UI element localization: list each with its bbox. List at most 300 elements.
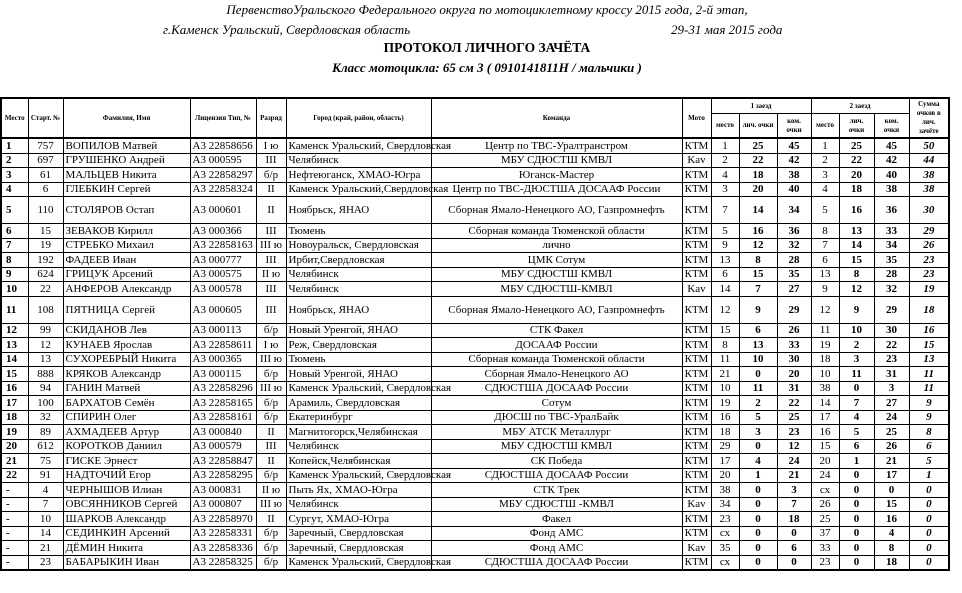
race2-team-points-cell: 38 <box>874 182 909 197</box>
motorcycle-cell: КТМ <box>682 138 711 153</box>
table-row <box>1 512 949 527</box>
motorcycle-cell: КТМ <box>682 168 711 183</box>
total-points-cell: 15 <box>909 338 949 353</box>
race2-place-cell: 17 <box>811 410 839 425</box>
start-number-cell: 192 <box>28 253 63 268</box>
license-cell: А3 22858324 <box>190 182 256 197</box>
motorcycle-cell: КТМ <box>682 352 711 367</box>
city-cell: Челябинск <box>286 267 431 282</box>
race1-team-points-cell: 34 <box>777 197 811 224</box>
race1-personal-points-cell: 22 <box>739 153 777 168</box>
start-number-cell: 61 <box>28 168 63 183</box>
col-license: Лицензия Тип, № <box>190 98 256 138</box>
total-points-cell: 26 <box>909 238 949 253</box>
table-row <box>1 197 949 224</box>
race1-place-cell: 23 <box>711 512 739 527</box>
start-number-cell: 108 <box>28 296 63 323</box>
table-row <box>1 338 949 353</box>
race1-personal-points-cell: 7 <box>739 282 777 297</box>
race1-personal-points-cell: 6 <box>739 323 777 338</box>
table-row <box>1 410 949 425</box>
race1-place-cell: 29 <box>711 439 739 454</box>
race1-team-points-cell: 7 <box>777 497 811 512</box>
motorcycle-cell: КТМ <box>682 338 711 353</box>
start-number-cell: 94 <box>28 381 63 396</box>
city-cell: Тюмень <box>286 352 431 367</box>
start-number-cell: 612 <box>28 439 63 454</box>
race2-place-cell: 12 <box>811 296 839 323</box>
place-cell: 22 <box>1 468 28 483</box>
race1-personal-points-cell: 13 <box>739 338 777 353</box>
race2-team-points-cell: 31 <box>874 367 909 382</box>
team-cell: СДЮСТША ДОСААФ России <box>431 555 682 570</box>
race2-place-cell: 10 <box>811 367 839 382</box>
license-cell: А3 22858297 <box>190 168 256 183</box>
start-number-cell: 12 <box>28 338 63 353</box>
race2-personal-points-cell: 0 <box>839 468 874 483</box>
race1-team-points-cell: 35 <box>777 267 811 282</box>
race1-team-points-cell: 27 <box>777 282 811 297</box>
race1-personal-points-cell: 0 <box>739 483 777 498</box>
race1-team-points-cell: 0 <box>777 555 811 570</box>
city-cell: Каменск Уральский, Свердловская <box>286 468 431 483</box>
race1-team-points-cell: 23 <box>777 425 811 440</box>
race1-place-cell: 10 <box>711 381 739 396</box>
col-name: Фамилия, Имя <box>63 98 190 138</box>
rider-name-cell: ГЛЕБКИН Сергей <box>63 182 190 197</box>
rank-cell: б/р <box>256 396 286 411</box>
license-cell: А3 22858165 <box>190 396 256 411</box>
race1-place-cell: 9 <box>711 238 739 253</box>
race1-team-points-cell: 38 <box>777 168 811 183</box>
rank-cell: II ю <box>256 483 286 498</box>
race1-team-points-cell: 0 <box>777 526 811 541</box>
table-row <box>1 526 949 541</box>
race1-personal-points-cell: 14 <box>739 197 777 224</box>
table-row <box>1 468 949 483</box>
start-number-cell: 23 <box>28 555 63 570</box>
race1-place-cell: 1 <box>711 138 739 153</box>
place-cell: 1 <box>1 138 28 153</box>
race1-team-points-cell: 28 <box>777 253 811 268</box>
col-race2-place: место <box>811 114 839 139</box>
team-cell: МБУ СДЮСТШ -КМВЛ <box>431 497 682 512</box>
place-cell: - <box>1 483 28 498</box>
race1-personal-points-cell: 15 <box>739 267 777 282</box>
license-cell: А3 000840 <box>190 425 256 440</box>
race2-place-cell: 13 <box>811 267 839 282</box>
race2-team-points-cell: 17 <box>874 468 909 483</box>
race1-place-cell: 18 <box>711 425 739 440</box>
race1-personal-points-cell: 5 <box>739 410 777 425</box>
team-cell: СДЮСТША ДОСААФ России <box>431 381 682 396</box>
team-cell: Юганск-Мастер <box>431 168 682 183</box>
race2-place-cell: 1 <box>811 138 839 153</box>
race1-place-cell: 38 <box>711 483 739 498</box>
rank-cell: б/р <box>256 468 286 483</box>
race2-place-cell: 18 <box>811 352 839 367</box>
place-cell: 20 <box>1 439 28 454</box>
rank-cell: б/р <box>256 526 286 541</box>
race1-team-points-cell: 25 <box>777 410 811 425</box>
rank-cell: III <box>256 282 286 297</box>
city-cell: Магнитогорск,Челябинская <box>286 425 431 440</box>
rider-name-cell: АНФЕРОВ Александр <box>63 282 190 297</box>
rank-cell: III <box>256 253 286 268</box>
rider-name-cell: ПЯТНИЦА Сергей <box>63 296 190 323</box>
start-number-cell: 4 <box>28 483 63 498</box>
city-cell: Заречный, Свердловская <box>286 526 431 541</box>
race1-personal-points-cell: 0 <box>739 439 777 454</box>
race2-personal-points-cell: 0 <box>839 512 874 527</box>
table-row <box>1 238 949 253</box>
place-cell: 13 <box>1 338 28 353</box>
race1-place-cell: 12 <box>711 296 739 323</box>
rank-cell: б/р <box>256 168 286 183</box>
race2-personal-points-cell: 4 <box>839 410 874 425</box>
city-cell: Ирбит,Свердловская <box>286 253 431 268</box>
city-cell: Каменск Уральский, Свердловская <box>286 555 431 570</box>
rider-name-cell: КОРОТКОВ Даниил <box>63 439 190 454</box>
race2-place-cell: 2 <box>811 153 839 168</box>
rank-cell: III ю <box>256 381 286 396</box>
city-cell: Челябинск <box>286 439 431 454</box>
race1-personal-points-cell: 1 <box>739 468 777 483</box>
race2-team-points-cell: 30 <box>874 323 909 338</box>
race2-team-points-cell: 27 <box>874 396 909 411</box>
race2-place-cell: 33 <box>811 541 839 556</box>
place-cell: 19 <box>1 425 28 440</box>
race1-personal-points-cell: 12 <box>739 238 777 253</box>
race1-place-cell: 6 <box>711 267 739 282</box>
license-cell: А3 000777 <box>190 253 256 268</box>
race2-personal-points-cell: 7 <box>839 396 874 411</box>
start-number-cell: 89 <box>28 425 63 440</box>
rider-name-cell: СЕДИНКИН Арсений <box>63 526 190 541</box>
rank-cell: III <box>256 296 286 323</box>
team-cell: СТК Факел <box>431 323 682 338</box>
place-cell: 14 <box>1 352 28 367</box>
city-cell: Новый Уренгой, ЯНАО <box>286 367 431 382</box>
rank-cell: б/р <box>256 555 286 570</box>
race2-personal-points-cell: 6 <box>839 439 874 454</box>
col-rank: Разряд <box>256 98 286 138</box>
rider-name-cell: СКИДАНОВ Лев <box>63 323 190 338</box>
rank-cell: III ю <box>256 497 286 512</box>
race2-place-cell: сх <box>811 483 839 498</box>
city-cell: Каменск Уральский, Свердловская <box>286 138 431 153</box>
rider-name-cell: ГРИЦУК Арсений <box>63 267 190 282</box>
table-row <box>1 168 949 183</box>
race1-team-points-cell: 20 <box>777 367 811 382</box>
race2-place-cell: 4 <box>811 182 839 197</box>
total-points-cell: 5 <box>909 454 949 469</box>
motorcycle-cell: КТМ <box>682 555 711 570</box>
team-cell: Сборная Ямало-Ненецкого АО <box>431 367 682 382</box>
motorcycle-cell: КТМ <box>682 367 711 382</box>
rider-name-cell: ГРУШЕНКО Андрей <box>63 153 190 168</box>
race1-team-points-cell: 21 <box>777 468 811 483</box>
race2-personal-points-cell: 5 <box>839 425 874 440</box>
city-cell: Сургут, ХМАО-Югра <box>286 512 431 527</box>
race1-place-cell: 20 <box>711 468 739 483</box>
col-start: Старт. № <box>28 98 63 138</box>
results-table <box>0 97 950 571</box>
col-race1-personal: лич. очки <box>739 114 777 139</box>
race1-personal-points-cell: 0 <box>739 367 777 382</box>
race2-team-points-cell: 45 <box>874 138 909 153</box>
race2-place-cell: 3 <box>811 168 839 183</box>
rider-name-cell: КУНАЕВ Ярослав <box>63 338 190 353</box>
license-cell: А3 22858970 <box>190 512 256 527</box>
race2-personal-points-cell: 0 <box>839 381 874 396</box>
total-points-cell: 13 <box>909 352 949 367</box>
race1-place-cell: 13 <box>711 253 739 268</box>
race2-team-points-cell: 4 <box>874 526 909 541</box>
race1-personal-points-cell: 0 <box>739 497 777 512</box>
total-points-cell: 50 <box>909 138 949 153</box>
race1-place-cell: 15 <box>711 323 739 338</box>
race2-place-cell: 5 <box>811 197 839 224</box>
rank-cell: II <box>256 512 286 527</box>
license-cell: А3 000366 <box>190 224 256 239</box>
rank-cell: б/р <box>256 541 286 556</box>
race1-personal-points-cell: 11 <box>739 381 777 396</box>
license-cell: А3 000831 <box>190 483 256 498</box>
race1-team-points-cell: 40 <box>777 182 811 197</box>
race2-personal-points-cell: 1 <box>839 454 874 469</box>
place-cell: 17 <box>1 396 28 411</box>
place-cell: 15 <box>1 367 28 382</box>
city-cell: Ноябрьск, ЯНАО <box>286 296 431 323</box>
license-cell: А3 22858295 <box>190 468 256 483</box>
license-cell: А3 22858611 <box>190 338 256 353</box>
start-number-cell: 110 <box>28 197 63 224</box>
race1-team-points-cell: 6 <box>777 541 811 556</box>
rider-name-cell: КРЯКОВ Александр <box>63 367 190 382</box>
race2-team-points-cell: 3 <box>874 381 909 396</box>
table-row <box>1 153 949 168</box>
city-cell: Новый Уренгой, ЯНАО <box>286 323 431 338</box>
race2-place-cell: 8 <box>811 224 839 239</box>
motorcycle-cell: КТМ <box>682 526 711 541</box>
place-cell: 7 <box>1 238 28 253</box>
col-team: Команда <box>431 98 682 138</box>
table-row <box>1 224 949 239</box>
race1-personal-points-cell: 8 <box>739 253 777 268</box>
team-cell: Факел <box>431 512 682 527</box>
col-place: Место <box>1 98 28 138</box>
race2-team-points-cell: 32 <box>874 282 909 297</box>
license-cell: А3 22858161 <box>190 410 256 425</box>
race2-place-cell: 25 <box>811 512 839 527</box>
event-location: г.Каменск Уральский, Свердловская область <box>163 22 411 37</box>
rank-cell: II <box>256 454 286 469</box>
total-points-cell: 30 <box>909 197 949 224</box>
total-points-cell: 1 <box>909 468 949 483</box>
motorcycle-cell: КТМ <box>682 323 711 338</box>
total-points-cell: 0 <box>909 541 949 556</box>
city-cell: Каменск Уральский,Свердловская <box>286 182 431 197</box>
race1-personal-points-cell: 0 <box>739 555 777 570</box>
race2-team-points-cell: 23 <box>874 352 909 367</box>
race1-team-points-cell: 24 <box>777 454 811 469</box>
rank-cell: II <box>256 182 286 197</box>
place-cell: 21 <box>1 454 28 469</box>
race1-team-points-cell: 31 <box>777 381 811 396</box>
license-cell: А3 000113 <box>190 323 256 338</box>
start-number-cell: 99 <box>28 323 63 338</box>
city-cell: Пыть Ях, ХМАО-Югра <box>286 483 431 498</box>
race2-team-points-cell: 0 <box>874 483 909 498</box>
race1-personal-points-cell: 0 <box>739 512 777 527</box>
col-city: Город (край, район, область) <box>286 98 431 138</box>
motorcycle-cell: Kav <box>682 497 711 512</box>
place-cell: 11 <box>1 296 28 323</box>
race2-personal-points-cell: 0 <box>839 497 874 512</box>
total-points-cell: 23 <box>909 267 949 282</box>
race2-team-points-cell: 25 <box>874 425 909 440</box>
race2-team-points-cell: 24 <box>874 410 909 425</box>
race2-team-points-cell: 22 <box>874 338 909 353</box>
race2-team-points-cell: 33 <box>874 224 909 239</box>
start-number-cell: 32 <box>28 410 63 425</box>
motorcycle-cell: КТМ <box>682 381 711 396</box>
rank-cell: III ю <box>256 238 286 253</box>
place-cell: 8 <box>1 253 28 268</box>
total-points-cell: 11 <box>909 367 949 382</box>
motorcycle-cell: КТМ <box>682 512 711 527</box>
city-cell: Нефтеюганск, ХМАО-Югра <box>286 168 431 183</box>
total-points-cell: 44 <box>909 153 949 168</box>
rider-name-cell: СТОЛЯРОВ Остап <box>63 197 190 224</box>
city-cell: Новоуральск, Свердловская <box>286 238 431 253</box>
total-points-cell: 11 <box>909 381 949 396</box>
team-cell: СК Победа <box>431 454 682 469</box>
race2-place-cell: 6 <box>811 253 839 268</box>
race1-personal-points-cell: 3 <box>739 425 777 440</box>
race2-team-points-cell: 35 <box>874 253 909 268</box>
event-dates: 29-31 мая 2015 года <box>671 22 783 37</box>
race1-personal-points-cell: 25 <box>739 138 777 153</box>
start-number-cell: 13 <box>28 352 63 367</box>
race2-personal-points-cell: 10 <box>839 323 874 338</box>
team-cell: Сборная команда Тюменской области <box>431 224 682 239</box>
class-title: Класс мотоцикла: 65 см 3 ( 0910141811Н / мальчики ) <box>332 60 642 75</box>
motorcycle-cell: КТМ <box>682 267 711 282</box>
race1-team-points-cell: 36 <box>777 224 811 239</box>
motorcycle-cell: КТМ <box>682 296 711 323</box>
race2-team-points-cell: 42 <box>874 153 909 168</box>
race2-personal-points-cell: 2 <box>839 338 874 353</box>
race1-team-points-cell: 33 <box>777 338 811 353</box>
race2-personal-points-cell: 0 <box>839 555 874 570</box>
place-cell: 9 <box>1 267 28 282</box>
col-race1-place: место <box>711 114 739 139</box>
city-cell: Реж, Свердловская <box>286 338 431 353</box>
place-cell: - <box>1 497 28 512</box>
rank-cell: б/р <box>256 323 286 338</box>
race2-place-cell: 19 <box>811 338 839 353</box>
place-cell: - <box>1 541 28 556</box>
total-points-cell: 23 <box>909 253 949 268</box>
race1-personal-points-cell: 0 <box>739 541 777 556</box>
event-title: ПервенствоУральского Федерального округа по мотоциклетному кроссу 2015 года, 2-й этап, <box>226 2 748 17</box>
race2-personal-points-cell: 8 <box>839 267 874 282</box>
total-points-cell: 38 <box>909 182 949 197</box>
col-race1: 1 заезд <box>711 98 811 114</box>
race1-place-cell: 3 <box>711 182 739 197</box>
rider-name-cell: ДЁМИН Никита <box>63 541 190 556</box>
total-points-cell: 8 <box>909 425 949 440</box>
race1-personal-points-cell: 0 <box>739 526 777 541</box>
rider-name-cell: СПИРИН Олег <box>63 410 190 425</box>
race2-team-points-cell: 18 <box>874 555 909 570</box>
motorcycle-cell: КТМ <box>682 483 711 498</box>
table-row <box>1 497 949 512</box>
city-cell: Тюмень <box>286 224 431 239</box>
race1-place-cell: сх <box>711 526 739 541</box>
race1-place-cell: сх <box>711 555 739 570</box>
rider-name-cell: БАБАРЫКИН Иван <box>63 555 190 570</box>
license-cell: А3 000578 <box>190 282 256 297</box>
total-points-cell: 29 <box>909 224 949 239</box>
race1-team-points-cell: 12 <box>777 439 811 454</box>
motorcycle-cell: КТМ <box>682 238 711 253</box>
license-cell: А3 22858656 <box>190 138 256 153</box>
start-number-cell: 22 <box>28 282 63 297</box>
city-cell: Арамиль, Свердловская <box>286 396 431 411</box>
rank-cell: III <box>256 224 286 239</box>
license-cell: А3 000807 <box>190 497 256 512</box>
total-points-cell: 0 <box>909 512 949 527</box>
license-cell: А3 000115 <box>190 367 256 382</box>
start-number-cell: 100 <box>28 396 63 411</box>
race1-team-points-cell: 45 <box>777 138 811 153</box>
race1-personal-points-cell: 10 <box>739 352 777 367</box>
rider-name-cell: ГИСКЕ Эрнест <box>63 454 190 469</box>
place-cell: - <box>1 555 28 570</box>
motorcycle-cell: Kav <box>682 541 711 556</box>
race1-team-points-cell: 26 <box>777 323 811 338</box>
rider-name-cell: БАРХАТОВ Семён <box>63 396 190 411</box>
license-cell: А3 22858296 <box>190 381 256 396</box>
race2-personal-points-cell: 15 <box>839 253 874 268</box>
race1-place-cell: 4 <box>711 168 739 183</box>
place-cell: 5 <box>1 197 28 224</box>
rider-name-cell: ОВСЯННИКОВ Сергей <box>63 497 190 512</box>
rank-cell: I ю <box>256 138 286 153</box>
team-cell: Фонд АМС <box>431 541 682 556</box>
rank-cell: II <box>256 197 286 224</box>
team-cell: Сборная команда Тюменской области <box>431 352 682 367</box>
table-row <box>1 541 949 556</box>
table-row <box>1 439 949 454</box>
total-points-cell: 19 <box>909 282 949 297</box>
rider-name-cell: НАДТОЧИЙ Егор <box>63 468 190 483</box>
race1-place-cell: 35 <box>711 541 739 556</box>
team-cell: МБУ СДЮСТШ КМВЛ <box>431 153 682 168</box>
total-points-cell: 38 <box>909 168 949 183</box>
race1-personal-points-cell: 18 <box>739 168 777 183</box>
race2-personal-points-cell: 3 <box>839 352 874 367</box>
license-cell: А3 000595 <box>190 153 256 168</box>
race2-place-cell: 37 <box>811 526 839 541</box>
motorcycle-cell: КТМ <box>682 439 711 454</box>
team-cell: МБУ СДЮСТШ-КМВЛ <box>431 282 682 297</box>
race2-team-points-cell: 26 <box>874 439 909 454</box>
city-cell: Каменск Уральский, Свердловская <box>286 381 431 396</box>
